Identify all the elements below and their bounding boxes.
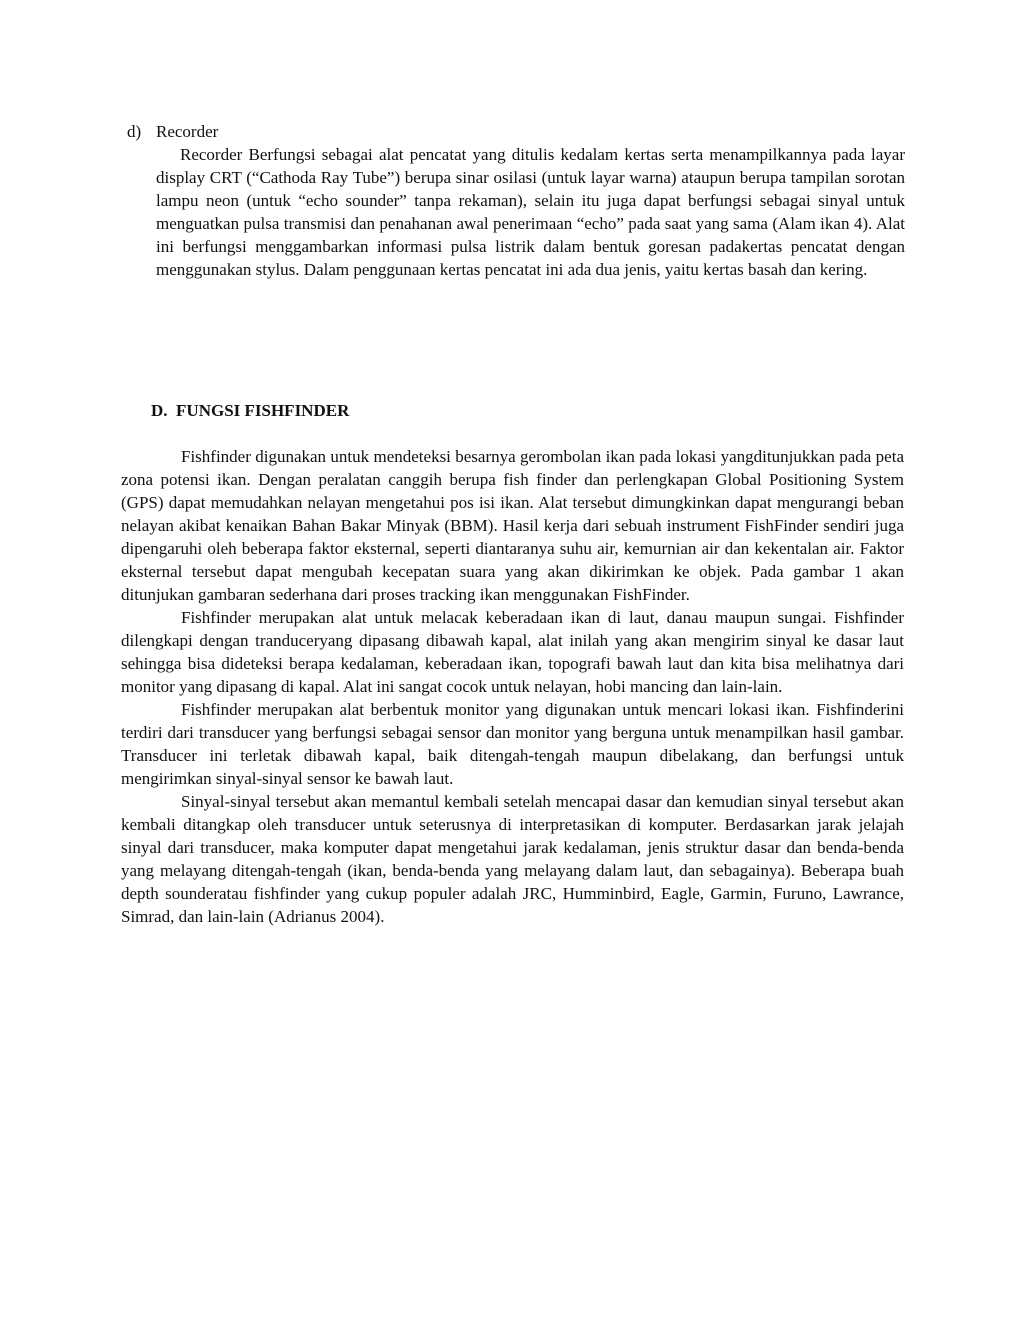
paragraph-1: Fishfinder digunakan untuk mendeteksi besarnya gerombolan ikan pada lokasi yangditunjukkan pada peta zona potensi ikan. Dengan peralatan canggih berupa fish finder dan perlengkapan Global Positioning System (GPS) dapat memudahkan nelayan mengetahui pos isi ikan. Alat tersebut dimungkinkan dapat mengurangi beban nelayan akibat kenaikan Bahan Bakar Minyak (BBM). Hasil kerja dari sebuah instrument FishFinder sendiri juga dipengaruhi oleh beberapa faktor eksternal, seperti diantaranya suhu air, kemurnian air dan kekentalan air. Faktor eksternal tersebut dapat mengubah kecepatan suara yang akan dikirimkan ke objek. Pada gambar 1 akan ditunjukan gambaran sederhana dari proses tracking ikan menggunakan FishFinder. xyxy=(121,447,904,604)
recorder-title: Recorder xyxy=(156,122,219,141)
paragraph-4: Sinyal-sinyal tersebut akan memantul kembali setelah mencapai dasar dan kemudian sinyal tersebut akan kembali ditangkap oleh transducer untuk seterusnya di interpretasikan di komputer. Berdasarkan jarak jelajah sinyal dari transducer, maka komputer dapat mengetahui jarak kedalaman, jenis struktur dasar dan benda-benda yang melayang ditengah-tengah (ikan, benda-benda yang melayang dalam laut, dan sebagainya). Beberapa buah depth sounderatau fishfinder yang cukup populer adalah JRC, Humminbird, Eagle, Garmin, Furuno, Lawrance, Simrad, dan lain-lain (Adrianus 2004). xyxy=(121,792,904,926)
section-heading: D. FUNGSI FISHFINDER xyxy=(151,401,350,420)
recorder-item-heading xyxy=(127,121,905,143)
section-body xyxy=(121,445,904,928)
paragraph-2: Fishfinder merupakan alat untuk melacak keberadaan ikan di laut, danau maupun sungai. Fishfinder dilengkapi dengan tranduceryang dipasang dibawah kapal, alat inilah yang akan mengirim sinyal ke dasar laut sehingga bisa dideteksi berapa kedalaman, keberadaan ikan, topografi bawah laut dan kita bisa melihatnya dari monitor yang dipasang di kapal. Alat ini sangat cocok untuk nelayan, hobi mancing dan lain-lain. xyxy=(121,608,904,696)
paragraph-3: Fishfinder merupakan alat berbentuk monitor yang digunakan untuk mencari lokasi ikan. Fishfinderini terdiri dari transducer yang berfungsi sebagai sensor dan monitor yang berguna untuk menampilkan hasil gambar. Transducer ini terletak dibawah kapal, baik ditengah-tengah maupun dibelakang, dan berfungsi untuk mengirimkan sinyal-sinyal sensor ke bawah laut. xyxy=(121,700,904,788)
list-marker: d) xyxy=(127,122,142,141)
recorder-list-item xyxy=(127,121,905,281)
recorder-description: Recorder Berfungsi sebagai alat pencatat yang ditulis kedalam kertas serta menampilkannya pada layar display CRT (“Cathoda Ray Tube”) berupa sinar osilasi (untuk layar warna) ataupun berupa tampilan sorotan lampu neon (untuk “echo sounder” tanpa rekaman), selain itu juga dapat berfungsi sebagai sinyal untuk menguatkan pulsa transmisi dan penahanan awal penerimaan “echo” pada saat yang sama (Alam ikan 4). Alat ini berfungsi menggambarkan informasi pulsa listrik dalam bentuk goresan padakertas pencatat dengan menggunakan stylus. Dalam penggunaan kertas pencatat ini ada dua jenis, yaitu kertas basah dan kering. xyxy=(156,145,905,279)
